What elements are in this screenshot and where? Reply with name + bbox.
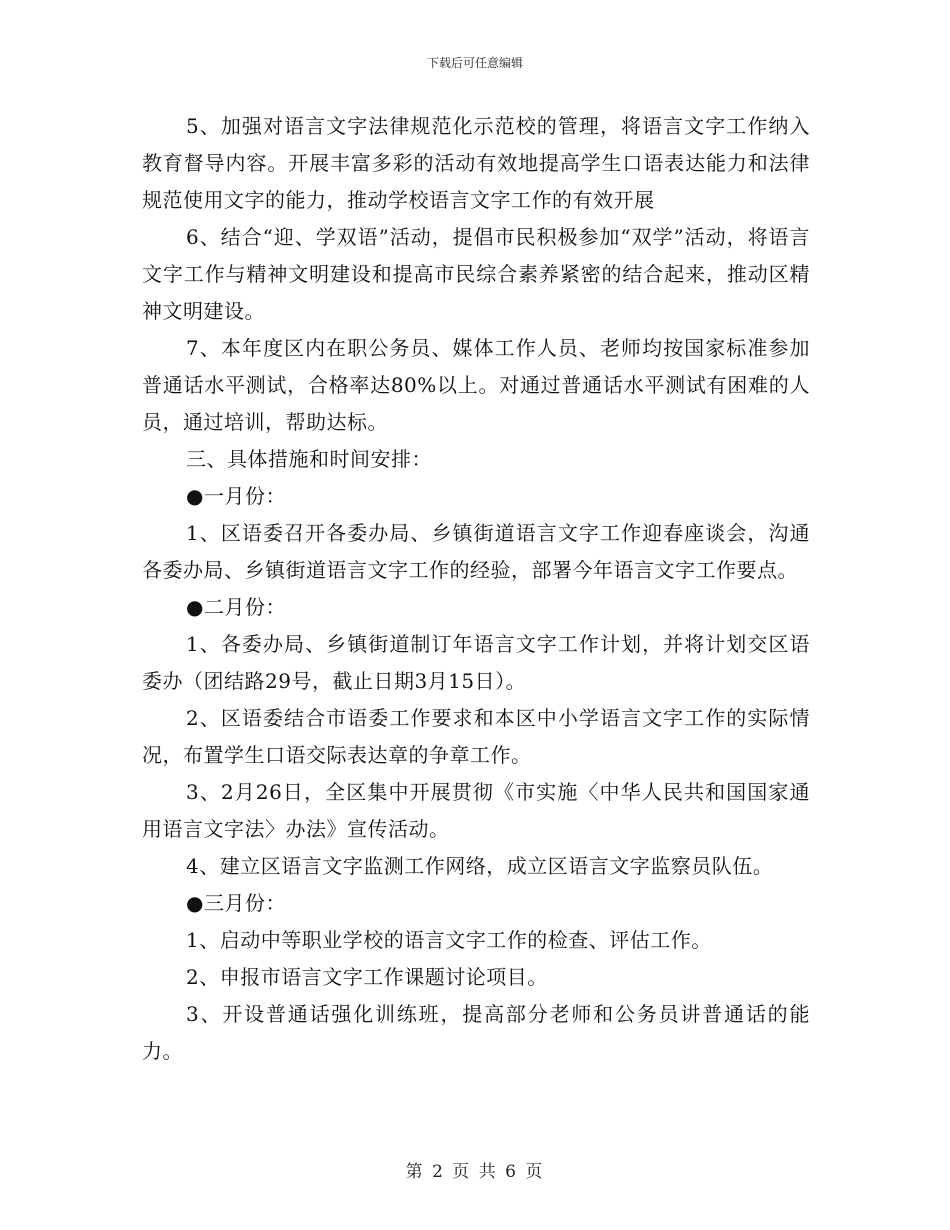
march-item-2: 2、申报市语言文字工作课题讨论项目。 (186, 965, 548, 989)
february-item-3: 3、2月26日，全区集中开展贯彻《市实施〈中华人民共和国国家通用语言文字法〉办法》宣传活动。 (142, 780, 810, 841)
march-item-3: 3、开设普通话强化训练班，提高部分老师和公务员讲普通话的能力。 (142, 1002, 810, 1063)
section-heading-measures: 三、具体措施和时间安排： (186, 447, 432, 471)
february-item-4: 4、建立区语言文字监测工作网络，成立区语言文字监察员队伍。 (186, 854, 774, 878)
january-item-1: 1、区语委召开各委办局、乡镇街道语言文字工作迎春座谈会，沟通各委办局、乡镇街道语言文字工作的经验，部署今年语言文字工作要点。 (142, 521, 810, 582)
paragraph-item-6: 6、结合“迎、学双语”活动，提倡市民积极参加“双学”活动，将语言文字工作与精神文明建设和提高市民综合素养紧密的结合起来，推动区精神文明建设。 (142, 225, 810, 323)
march-item-1: 1、启动中等职业学校的语言文字工作的检查、评估工作。 (186, 928, 712, 952)
month-heading-january: ●一月份： (186, 484, 286, 508)
month-heading-february: ●二月份： (186, 595, 286, 619)
document-body (142, 108, 810, 1070)
month-heading-march: ●三月份： (186, 891, 286, 915)
page-header-note: 下载后可任意编辑 (426, 56, 523, 70)
paragraph-item-5: 5、加强对语言文字法律规范化示范校的管理，将语言文字工作纳入教育督导内容。开展丰富多彩的活动有效地提高学生口语表达能力和法律规范使用文字的能力，推动学校语言文字工作的有效开展 (142, 114, 810, 212)
february-item-2: 2、区语委结合市语委工作要求和本区中小学语言文字工作的实际情况，布置学生口语交际表达章的争章工作。 (142, 706, 810, 767)
paragraph-item-7: 7、本年度区内在职公务员、媒体工作人员、老师均按国家标准参加普通话水平测试，合格率达80%以上。对通过普通话水平测试有困难的人员，通过培训，帮助达标。 (142, 336, 810, 434)
page-number-footer: 第 2 页 共 6 页 (405, 1162, 545, 1182)
february-item-1: 1、各委办局、乡镇街道制订年语言文字工作计划，并将计划交区语委办（团结路29号，截止日期3月15日）。 (142, 632, 810, 693)
